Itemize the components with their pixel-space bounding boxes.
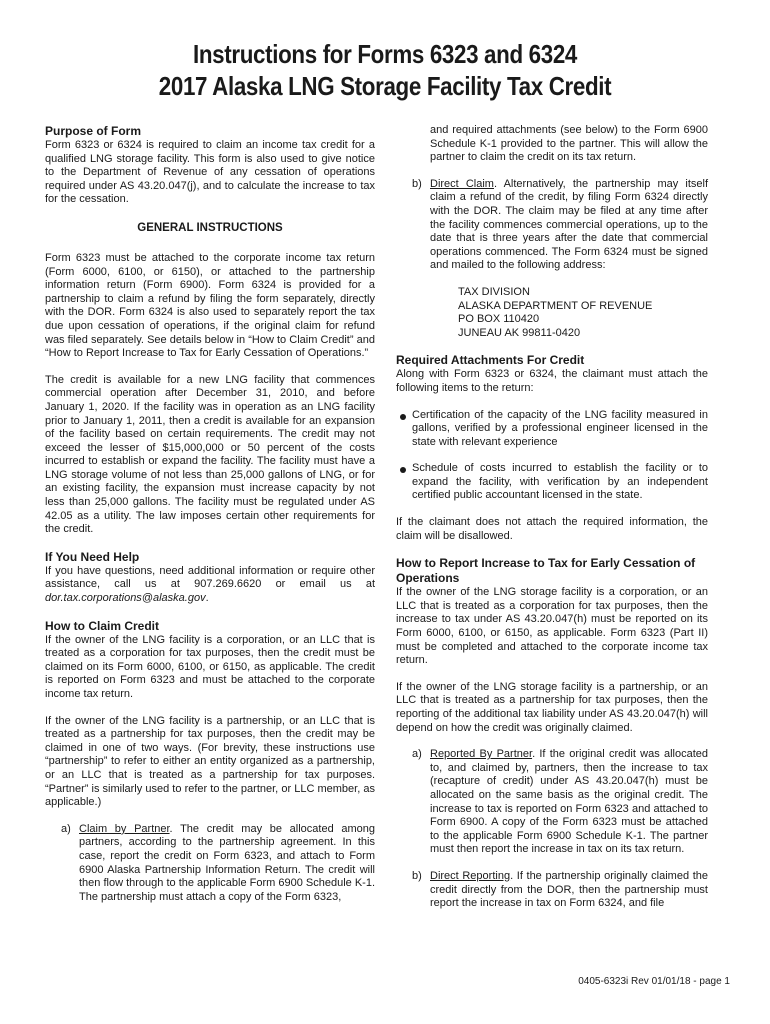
attachments-heading: Required Attachments For Credit: [396, 353, 585, 368]
page-footer: 0405-6323i Rev 01/01/18 - page 1: [578, 976, 730, 987]
attachments-closing: If the claimant does not attach the required information, the claim will be disallowed.: [396, 516, 708, 542]
purpose-heading: Purpose of Form: [45, 124, 142, 138]
general-instructions-heading: GENERAL INSTRUCTIONS: [137, 221, 283, 234]
cessation-heading: How to Report Increase to Tax for Early Cessation of Operations: [396, 556, 696, 586]
bullet-dot-icon: [400, 414, 406, 420]
title-line-1: Instructions for Forms 6323 and 6324: [192, 39, 578, 69]
help-text: [45, 565, 375, 606]
claim-item-a-title: Claim by Partner: [79, 822, 170, 835]
cessation-item-a-title: Reported By Partner: [430, 748, 533, 761]
cessation-item-b-text: . If the partnership originally claimed the credit directly from the DOR, then the partnership must report the increase in tax on Form 6324, and file: [430, 869, 708, 910]
title-line-2: 2017 Alaska LNG Storage Facility Tax Credit: [158, 71, 612, 101]
attachment-bullet-1: [396, 409, 708, 450]
cessation-paragraph-2: If the owner of the LNG storage facility is a partnership, or an LLC that is treated as a partnership for tax purposes, then the reporting of the additional tax liability under AS 43.20.047(h) will depend on how the credit was originally claimed.: [396, 680, 708, 734]
claim-item-a-continued-text: and required attachments (see below) to the Form 6900 Schedule K-1 provided to the partner. This will allow the partner to claim the credit on its tax return.: [430, 124, 708, 164]
general-paragraph-2: The credit is available for a new LNG facility that commences commercial operation after December 31, 2010, and before January 1, 2020. If the facility was in operation as an LNG facility prior to January 1, 2011, then a credit is available for an expansion of the facility based on certain requirements. The credit may not exceed the lesser of $15,000,000 or 50 percent of the costs incurred to establish or expand the facility. The facility must have a LNG storage volume of not less than 25,000 gallons of LNG, or for an existing facility, the expansion must increase capacity by not less than 25,000 gallons. The facility must be regulated under AS 42.05 as a utility. The law imposes certain other requirements for the credit.: [45, 373, 375, 536]
help-heading: If You Need Help: [45, 549, 140, 564]
claim-item-b-text: . Alternatively, the partnership may itself claim a refund of the credit, by filing Form 6324 directly with the DOR. The claim may be filed at any time after the facility commences commercial operations, up to the date that is three years after the date that commercial operations commenced. The Form 6324 must be signed and mailed to the following address:: [430, 177, 708, 272]
attachment-bullet-1-text: Certification of the capacity of the LNG facility measured in gallons, verified by a professional engineer licensed in the state with relevant experience: [412, 408, 708, 448]
help-text-end: .: [205, 592, 209, 605]
left-column: [45, 124, 375, 904]
address-line: ALASKA DEPARTMENT OF REVENUE: [458, 299, 653, 312]
claim-item-a-label: a): [61, 822, 71, 835]
claim-paragraph-2: If the owner of the LNG facility is a partnership, or an LLC that is treated as a partnership for tax purposes, then the credit may be claimed in one of two ways. (For brevity, these instructions use “partnership” to refer to either an entity organized as a partnership, or an LLC that is treated as a partnership for tax purposes. “Partner” is similarly used to refer to the partner, or LLC member, as applicable.): [45, 714, 375, 809]
cessation-item-a-text: . If the original credit was allocated to, and claimed by, partners, then the increase to tax (recapture of credit) under AS 43.20.047(h) must be allocated on the same basis as the original credit. The increase to tax is reported on Form 6323 and attached to Form 6900. A copy of the Form 6323 must be attached to the applicable Form 6900 Schedule K-1. The partner must then report the increase in tax on its tax return.: [430, 748, 708, 856]
cessation-item-b-label: b): [412, 869, 422, 882]
attachment-bullet-2: [396, 462, 708, 503]
address-line: JUNEAU AK 99811-0420: [458, 326, 581, 339]
help-text-body: If you have questions, need additional information or require other assistance, call us at 907.269.6620 or email us at: [45, 564, 375, 591]
claim-item-b-label: b): [412, 177, 422, 190]
bullet-dot-icon: [400, 467, 406, 473]
purpose-text: Form 6323 or 6324 is required to claim an income tax credit for a qualified LNG storage facility. This form is also used to give notice to the Department of Revenue of any cessation of operations required under AS 43.20.047(j), and to calculate the increase to tax for the cessation.: [45, 139, 375, 206]
cessation-item-a-label: a): [412, 748, 422, 761]
attachments-intro: Along with Form 6323 or 6324, the claimant must attach the following items to the return:: [396, 368, 708, 394]
address-line: PO BOX 110420: [458, 313, 540, 326]
claim-paragraph-1: If the owner of the LNG facility is a corporation, or an LLC that is treated as a corporation for tax purposes, then the credit must be claimed on its Form 6000, 6100, or 6150, as applicable. The credit is reported on Form 6323 and must be attached to the corporate income tax return.: [45, 633, 375, 700]
attachment-bullet-2-text: Schedule of costs incurred to establish the facility or to expand the facility, with verification by an independent certified public accountant licensed in the state.: [412, 462, 708, 502]
cessation-paragraph-1: If the owner of the LNG storage facility is a corporation, or an LLC that is treated as a corporation for tax purposes, then the increase to tax under AS 43.20.047(h) must be reported on its Form 6000, 6100, or 6150, as applicable. Form 6323 (Part II) must be completed and attached to the corporate income tax return.: [396, 586, 708, 667]
right-column: [396, 124, 708, 911]
cessation-item-b-title: Direct Reporting: [430, 869, 511, 882]
cessation-item-a: [396, 748, 708, 857]
mailing-address: [396, 286, 708, 340]
claim-item-b: [396, 178, 708, 273]
claim-heading: How to Claim Credit: [45, 618, 160, 633]
claim-item-b-title: Direct Claim: [430, 177, 494, 190]
claim-item-a-text: . The credit may be allocated among partners, according to the partnership agreement. In this case, report the credit on Form 6323, and attach to Form 6900 Alaska Partnership Information Return. The credit will then flow through to the applicable Form 6900 Schedule K-1. The partnership must attach a copy of the Form 6323,: [79, 822, 375, 903]
document-title: [54, 38, 716, 102]
claim-item-a: [45, 823, 375, 905]
general-paragraph-1: Form 6323 must be attached to the corporate income tax return (Form 6000, 6100, or 6150), or attached to the partnership information return (Form 6900). Form 6324 is provided for a partnership to claim a refund by filing the form separately, directly with the DOR. Form 6324 is also used to separately report the tax due upon cessation of operations, if the original claim for refund was filed separately. See details below in “How to Claim Credit” and “How to Report Increase to Tax for Early Cessation of Operations.”: [45, 251, 375, 360]
help-email-link[interactable]: dor.tax.corporations@alaska.gov: [45, 592, 206, 605]
cessation-item-b: [396, 870, 708, 911]
address-line: TAX DIVISION: [458, 285, 530, 298]
claim-item-a-continued: [396, 124, 708, 165]
